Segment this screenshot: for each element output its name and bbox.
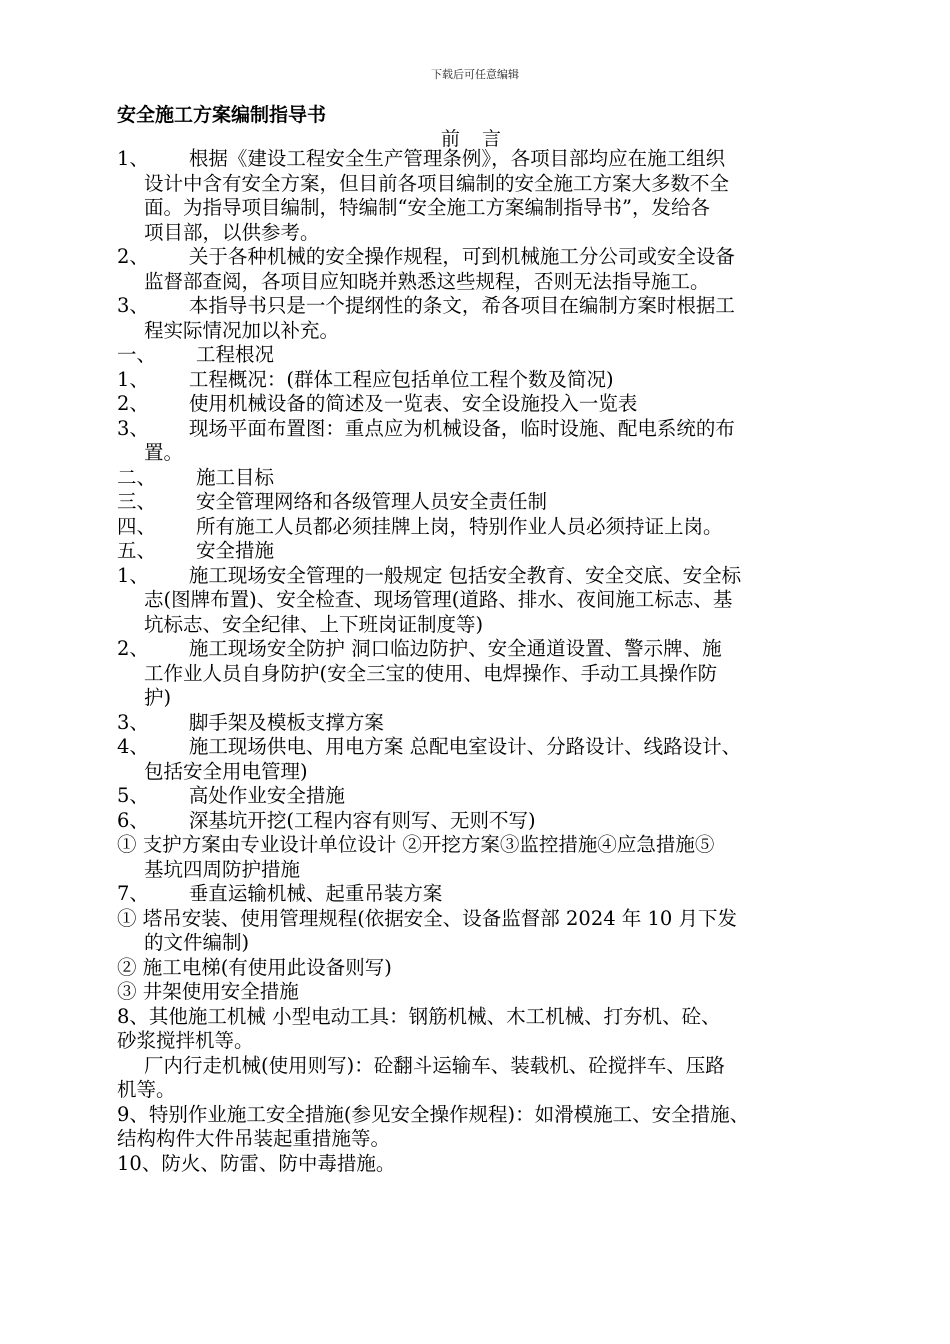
line-text: 垂直运输机械、起重吊装方案 <box>188 882 443 905</box>
line-text: 根据《建设工程安全生产管理条例》，各项目部均应在施工组织 <box>188 147 726 170</box>
line-text: 机等。 <box>117 1078 176 1101</box>
list-marker: 四、 <box>117 514 157 538</box>
text-line <box>117 711 837 736</box>
text-line <box>117 809 837 834</box>
line-text: 包括安全用电管理) <box>144 759 308 783</box>
list-marker: 二、 <box>117 465 157 489</box>
list-marker: 3、 <box>117 294 149 317</box>
text-line <box>117 1127 837 1152</box>
text-line <box>117 343 837 368</box>
line-text: 施工目标 <box>196 465 275 489</box>
line-text: 脚手架及模板支撑方案 <box>188 710 384 734</box>
line-text: 志(图牌布置)、安全检查、现场管理(道路、排水、夜间施工标志、基 <box>144 588 733 611</box>
line-text: 所有施工人员都必须挂牌上岗，特别作业人员必须持证上岗。 <box>196 514 723 538</box>
text-line <box>117 931 837 956</box>
line-text: 工程概况：(群体工程应包括单位工程个数及简况) <box>188 367 614 391</box>
line-text: 工作业人员自身防护(安全三宝的使用、电焊操作、手动工具操作防 <box>144 661 718 685</box>
line-text: ③ 井架使用安全措施 <box>117 980 299 1003</box>
text-line <box>117 662 837 687</box>
line-text: ① 塔吊安装、使用管理规程(依据安全、设备监督部 2024 年 10 月下发 <box>117 906 738 930</box>
line-text: 施工现场安全管理的一般规定 包括安全教育、安全交底、安全标 <box>188 563 742 587</box>
text-line <box>117 221 837 246</box>
line-text: 深基坑开挖(工程内容有则写、无则不写) <box>188 808 536 832</box>
text-line <box>117 784 837 809</box>
text-line <box>117 368 837 393</box>
line-text: 高处作业安全措施 <box>188 784 345 807</box>
text-line <box>117 833 837 858</box>
line-text: 设计中含有安全方案，但目前各项目编制的安全施工方案大多数不全 <box>144 171 730 195</box>
list-marker: 1、 <box>117 147 149 170</box>
text-line <box>117 466 837 491</box>
text-line <box>117 294 837 319</box>
line-text: 施工现场安全防护 洞口临边防护、安全通道设置、警示牌、施 <box>188 637 722 660</box>
list-marker: 1、 <box>117 563 149 587</box>
text-line <box>117 613 837 638</box>
line-text: 9、特别作业施工安全措施(参见安全操作规程)：如滑模施工、安全措施、 <box>117 1102 750 1126</box>
text-line <box>117 539 837 564</box>
line-text: 关于各种机械的安全操作规程，可到机械施工分公司或安全设备 <box>188 245 735 268</box>
list-marker: 3、 <box>117 416 149 440</box>
text-line <box>117 417 837 442</box>
list-marker: 6、 <box>117 808 149 832</box>
text-line <box>117 882 837 907</box>
line-text: ② 施工电梯(有使用此设备则写) <box>117 955 392 979</box>
text-line <box>117 196 837 221</box>
text-line <box>117 1078 837 1103</box>
list-marker: 3、 <box>117 710 149 734</box>
text-line <box>117 637 837 662</box>
line-text: 工程根况 <box>196 343 275 366</box>
list-marker: 7、 <box>117 882 149 905</box>
text-line <box>117 147 837 172</box>
line-text: 结构构件大件吊装起重措施等。 <box>117 1127 391 1150</box>
line-text: 的文件编制) <box>144 931 250 954</box>
text-line <box>117 1054 837 1079</box>
text-line <box>117 588 837 613</box>
text-line <box>117 172 837 197</box>
line-text: 项目部，以供参考。 <box>144 220 320 244</box>
line-text: 砂浆搅拌机等。 <box>117 1029 254 1052</box>
document-title: 安全施工方案编制指导书 <box>117 104 327 126</box>
text-line <box>117 515 837 540</box>
text-line <box>117 907 837 932</box>
line-text: 厂内行走机械(使用则写)：砼翻斗运输车、装载机、砼搅拌车、压路 <box>144 1053 725 1077</box>
line-text: 基坑四周防护措施 <box>144 857 301 881</box>
line-text: 护) <box>144 686 172 709</box>
list-marker: 2、 <box>117 392 149 415</box>
list-marker: 五、 <box>117 539 157 562</box>
text-line <box>117 564 837 589</box>
text-line <box>117 1152 837 1177</box>
line-text: 监督部查阅，各项目应知晓并熟悉这些规程，否则无法指导施工。 <box>144 269 710 293</box>
text-line <box>117 858 837 883</box>
list-marker: 三、 <box>117 490 157 513</box>
line-text: 置。 <box>144 441 184 464</box>
document-body <box>117 147 837 1176</box>
list-marker: 4、 <box>117 735 149 758</box>
text-line <box>117 392 837 417</box>
line-text: 本指导书只是一个提纲性的条文，希各项目在编制方案时根据工 <box>188 294 735 317</box>
line-text: 安全措施 <box>196 539 275 562</box>
list-marker: 1、 <box>117 367 149 391</box>
line-text: 面。为指导项目编制，特编制“安全施工方案编制指导书”，发给各 <box>144 196 710 219</box>
page-header-note: 下载后可任意编辑 <box>431 68 519 81</box>
line-text: 安全管理网络和各级管理人员安全责任制 <box>196 490 548 513</box>
document-subtitle: 前 言 <box>440 128 510 150</box>
list-marker: 一、 <box>117 343 157 366</box>
line-text: 8、其他施工机械 小型电动工具：钢筋机械、木工机械、打夯机、砼、 <box>117 1004 721 1028</box>
text-line <box>117 980 837 1005</box>
text-line <box>117 319 837 344</box>
list-marker: 2、 <box>117 637 149 660</box>
line-text: 程实际情况加以补充。 <box>144 318 340 342</box>
text-line <box>117 490 837 515</box>
text-line <box>117 760 837 785</box>
list-marker: 5、 <box>117 784 149 807</box>
text-line <box>117 735 837 760</box>
line-text: 现场平面布置图：重点应为机械设备，临时设施、配电系统的布 <box>188 416 735 440</box>
text-line <box>117 245 837 270</box>
text-line <box>117 270 837 295</box>
line-text: 使用机械设备的简述及一览表、安全设施投入一览表 <box>188 392 638 415</box>
line-text: ① 支护方案由专业设计单位设计 ②开挖方案③监控措施④应急措施⑤ <box>117 833 715 856</box>
line-text: 10、防火、防雷、防中毒措施。 <box>117 1151 396 1175</box>
text-line <box>117 1005 837 1030</box>
text-line <box>117 1029 837 1054</box>
text-line <box>117 1103 837 1128</box>
line-text: 坑标志、安全纪律、上下班岗证制度等) <box>144 612 484 636</box>
text-line <box>117 441 837 466</box>
text-line <box>117 956 837 981</box>
list-marker: 2、 <box>117 245 149 268</box>
text-line <box>117 686 837 711</box>
line-text: 施工现场供电、用电方案 总配电室设计、分路设计、线路设计、 <box>188 735 742 758</box>
